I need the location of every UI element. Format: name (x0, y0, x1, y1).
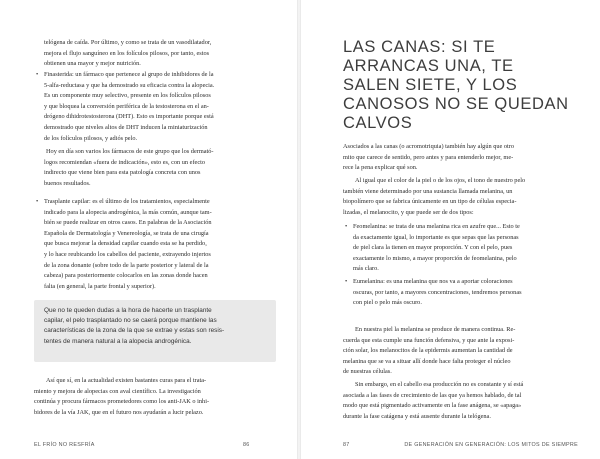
text-line: logos recomiendan «fuera de indicación», esto es, con un efecto (44, 158, 206, 166)
text-line: oscuras, por tanto, a mayores concentraciones, tendremos personas (353, 288, 522, 296)
page-number-right: 87 (343, 442, 350, 448)
text-line: continúa y procura fármacos prometedores como los anti-JAK o inhi- (34, 398, 210, 406)
text-line: de la zona donante (sobre todo de la parte posterior y lateral de la (44, 261, 209, 269)
running-footer-left: EL FRÍO NO RESFRÍA (34, 442, 95, 448)
text-line: rece la pena explicar qué son. (343, 164, 418, 172)
left-top-paragraph (34, 38, 277, 70)
text-line: mejora el flujo sanguíneo en los folículos pilosos, por tanto, estos (44, 49, 210, 57)
text-line: asociada a las fases de crecimiento de las que ya hemos hablado, de tal (343, 391, 522, 399)
highlight-callout-box (34, 300, 276, 362)
text-line: Así que sí, en la actualidad existen bastantes curas para el trata- (46, 377, 207, 384)
text-line: cuerda que esta cumple una función defensiva, y que ante la exposi- (343, 336, 515, 344)
text-line: de los folículos pilosos, y adiós pelo. (44, 134, 138, 142)
text-line: de piel clara la tienen en mayor proporción. Y con el pelo, pues (353, 244, 513, 252)
text-line: telógena de caída. Por último, y como se trata de un vasodilatador, (44, 39, 212, 46)
color-paragraph (343, 176, 571, 218)
text-line: de nuestras células. (343, 368, 392, 376)
text-line: Al igual que el color de la piel o de los ojos, el tono de nuestro pelo (355, 177, 526, 184)
text-line: obtienen una mayor y mejor nutrición. (44, 60, 141, 68)
text-line: drógeno dihidrotestosterona (DHT). Esto es importante porque está (44, 113, 214, 121)
running-footer-right: DE GENERACIÓN EN GENERACIÓN: LOS MITOS DE SIEMPRE (404, 442, 578, 448)
text-line: con piel o pelo más oscuro. (353, 299, 422, 307)
text-line: biopolímero que se fabrica únicamente en un tipo de células especia- (343, 198, 517, 206)
text-line: indicado para la alopecia androgénica, la más común, aunque tam- (44, 208, 212, 216)
bullet-line: • Trasplante capilar: es el último de los tratamientos, especialmente (34, 197, 277, 208)
feomelanina-bullet (343, 222, 571, 275)
text-line: 5-alfa-reductasa y que ha demostrado su eficacia contra la alopecia. (44, 81, 215, 89)
text-line: Española de Dermatología y Venereología, se trata de una cirugía (44, 229, 209, 237)
bullet-line: • Feomelanina: se trata de una melanina rica en azufre que... Esto te (343, 222, 571, 233)
chapter-title: LAS CANAS: SI TE ARRANCAS UNA, TE SALEN SIETE, Y LOS CANOSOS NO SE QUEDAN CALVOS (343, 38, 569, 132)
text-line: lizadas, el melanocito, y que puede ser de dos tipos: (343, 208, 474, 216)
text-line: mito que carece de sentido, pero antes y para entenderlo mejor, me- (343, 153, 514, 161)
text-line: exactamente lo mismo, a mayor proporción de feomelanina, pelo (353, 254, 517, 262)
intro-paragraph (343, 142, 571, 174)
text-line: da exactamente igual, lo importante es que sepas que las personas (353, 233, 519, 241)
text-line: durante la fase catágena y está ausente durante la telógena. (343, 412, 491, 420)
text-line: Es un componente muy selectivo, presente en los folículos pilosos (44, 92, 211, 100)
hair-paragraph (343, 380, 571, 422)
text-line: Sin embargo, en el cabello esa producción no es constante y sí está (355, 381, 524, 388)
text-line: indirecto que viene bien para esta patología concreta con unos (44, 169, 201, 177)
bullet-line: • Eumelanina: es una melanina que nos va a aportar coloraciones (343, 277, 571, 288)
text-line: Hoy en día son varios los fármacos de este grupo que los dermató- (46, 148, 214, 155)
bullet-icon: • (36, 198, 39, 205)
text-line: bidores de la vía JAK, que en el futuro nos ayudarán a lucir pelazo. (34, 408, 204, 416)
text-line: melanina que se va a situar allí donde hace falta proteger el núcleo (343, 357, 511, 365)
bullet-icon: • (345, 223, 348, 230)
transplant-bullet (34, 197, 277, 292)
eumelanina-bullet (343, 277, 571, 309)
text-line: miento y mejora de alopecias con aval científico. La investigación (34, 387, 201, 395)
text-line: también viene determinado por una sustancia llamada melanina, un (343, 187, 513, 195)
bullet-line: • Finasterida: un fármaco que pertenece al grupo de inhibidores de la (34, 70, 277, 81)
bullet-icon: • (36, 71, 39, 78)
left-page (0, 0, 297, 459)
text-line: y que bloquea la conversión periférica de la testosterona en el an- (44, 102, 209, 110)
text-line: buenos resultados. (44, 179, 91, 187)
text-line: que busca mejorar la densidad capilar cuando esta se ha perdido, (44, 240, 207, 248)
page-number-left: 86 (243, 442, 250, 448)
text-line: ción solar, los melanocitos de la epidermis aumentan la cantidad de (343, 347, 513, 355)
text-line: y lo hace reubicando los cabellos del paciente, extrayendo injertos (44, 250, 211, 258)
text-line: Asociados a las canas (o acromotriquia) también hay algún que otro (343, 143, 515, 150)
text-line: demostrado que niveles altos de DHT inducen la miniaturización (44, 123, 208, 131)
text-line: modo que está pigmentado activamente en la fase anágena, se «apaga» (343, 402, 522, 410)
text-line: bién se puede realizar en otros casos. En palabras de la Asociación (44, 219, 212, 227)
callout-text: Que no te queden dudas a la hora de hacerte un trasplante capilar, el pelo trasplantado no se caerá porque mantiene las características de la zona de la que se extrae y estas son resis- tentes de manera natural a la alopecia androgénica. (44, 307, 225, 345)
left-bottom-paragraph (34, 376, 277, 418)
finasteride-bullet (34, 70, 277, 144)
right-page (301, 0, 600, 459)
text-line: cabeza) para posteriormente colocarlos en las zonas donde hacen (44, 272, 208, 280)
text-line: más claro. (353, 265, 379, 273)
text-line: falta (en general, la parte frontal y superior). (44, 282, 156, 290)
today-paragraph (34, 147, 277, 189)
bullet-icon: • (345, 278, 348, 285)
skin-paragraph (343, 325, 571, 378)
text-line: En nuestra piel la melanina se produce de manera continua. Re- (355, 326, 516, 333)
